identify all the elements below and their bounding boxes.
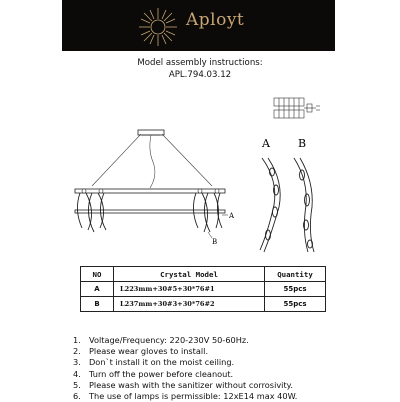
note-number: 6.	[73, 391, 81, 402]
label-a-detail: A	[262, 137, 270, 150]
cell-no: A	[81, 282, 114, 297]
ceiling-canopy	[138, 130, 164, 135]
label-b-detail: B	[298, 137, 307, 150]
note-item	[73, 346, 297, 357]
col-header-no: NO	[81, 267, 114, 282]
brand-name: Aployt	[186, 10, 245, 30]
table-row	[81, 297, 326, 312]
note-item	[73, 369, 297, 380]
instruction-notes	[73, 335, 297, 402]
table-row	[81, 282, 326, 297]
chandelier-bar	[75, 189, 225, 213]
note-item	[73, 391, 297, 402]
label-b-small: B	[212, 238, 218, 246]
crystal-b-detail	[294, 158, 314, 252]
doc-title: Model assembly instructions:	[137, 58, 263, 68]
note-text: Turn off the power before cleanout.	[89, 368, 234, 379]
cell-model: L237mm+30#3+30*76#2	[114, 297, 265, 312]
note-item	[73, 357, 297, 368]
crystal-a-detail	[260, 158, 280, 252]
note-text: Please wear gloves to install.	[89, 346, 209, 357]
cell-model: L223mm+30#5+30*76#1	[114, 282, 265, 297]
note-number: 2.	[73, 346, 81, 357]
suspension-cables	[92, 134, 212, 188]
note-number: 5.	[73, 379, 81, 390]
note-item	[73, 335, 297, 346]
note-text: Don`t install it on the moist ceiling.	[89, 357, 235, 368]
cell-qty: 55pcs	[265, 297, 326, 312]
wiring-diagram	[274, 98, 320, 118]
cell-qty: 55pcs	[265, 282, 326, 297]
crystal-spec-table	[80, 266, 326, 312]
note-item	[73, 380, 297, 391]
col-header-model: Crystal Model	[114, 267, 265, 282]
note-text: Voltage/Frequency: 220-230V 50-60Hz.	[89, 335, 249, 345]
note-text: The use of lamps is permissible: 12xE14 max 40W.	[89, 391, 298, 402]
cell-no: B	[81, 297, 114, 312]
note-number: 1.	[73, 335, 81, 345]
note-number: 3.	[73, 357, 81, 368]
model-number: APL.794.03.12	[168, 70, 232, 80]
note-text: Please wash with the sanitizer without corrosivity.	[89, 379, 293, 390]
note-number: 4.	[73, 368, 81, 379]
col-header-quantity: Quantity	[265, 267, 326, 282]
table-header-row	[81, 267, 326, 282]
label-a-small: A	[229, 212, 235, 220]
